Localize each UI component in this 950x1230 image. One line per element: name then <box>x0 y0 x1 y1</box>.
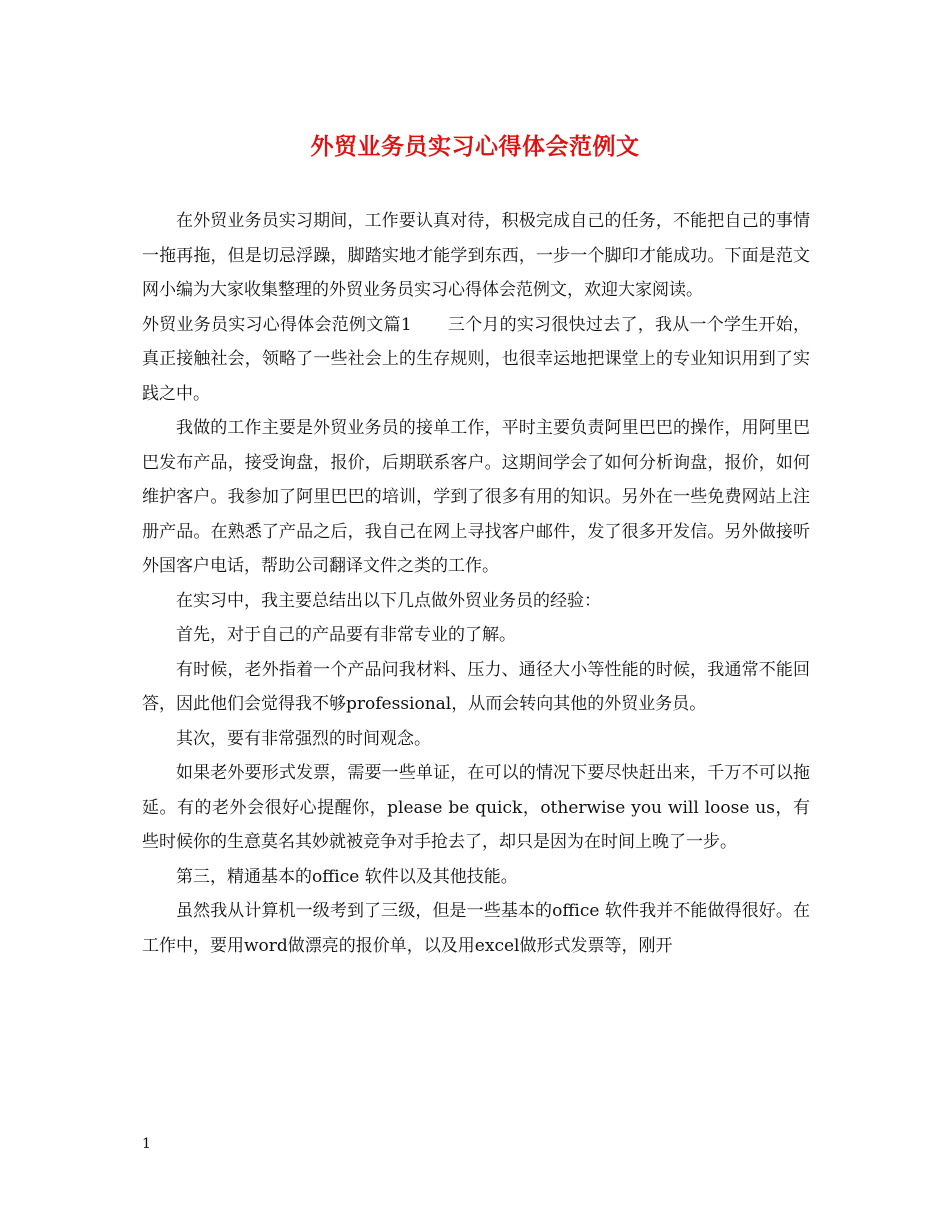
document-title: 外贸业务员实习心得体会范例文 <box>310 133 640 160</box>
document-body <box>142 204 810 963</box>
point-one-paragraph: 有时候，老外指着一个产品问我材料、压力、通径大小等性能的时候，我通常不能回答，因此他们会觉得我不够professional，从而会转向其他的外贸业务员。 <box>142 659 810 714</box>
point-two-paragraph: 如果老外要形式发票，需要一些单证，在可以的情况下要尽快赶出来，千万不可以拖延。有的老外会很好心提醒你，please be quick，otherwise you will loose us，有些时候你的生意莫名其妙就被竞争对手抢去了，却只是因为在时间上晚了一步。 <box>142 763 810 852</box>
point-three-heading: 第三，精通基本的office 软件以及其他技能。 <box>176 866 518 887</box>
section-heading: 外贸业务员实习心得体会范例文篇1 <box>142 314 412 335</box>
point-two-heading: 其次，要有非常强烈的时间观念。 <box>176 728 431 749</box>
work-description-paragraph: 我做的工作主要是外贸业务员的接单工作，平时主要负责阿里巴巴的操作，用阿里巴巴发布产品，接受询盘，报价，后期联系客户。这期间学会了如何分析询盘，报价，如何维护客户。我参加了阿里巴巴的培训，学到了很多有用的知识。另外在一些免费网站上注册产品。在熟悉了产品之后，我自己在网上寻找客户邮件，发了很多开发信。另外做接听外国客户电话，帮助公司翻译文件之类的工作。 <box>142 418 810 576</box>
page-number: 1 <box>142 1136 151 1152</box>
point-one-heading: 首先，对于自己的产品要有非常专业的了解。 <box>176 625 516 645</box>
section-first-paragraph: 三个月的实习很快过去了，我从一个学生开始，真正接触社会，领略了一些社会上的生存规则，也很幸运地把课堂上的专业知识用到了实践之中。 <box>142 314 810 404</box>
intro-paragraph: 在外贸业务员实习期间，工作要认真对待，积极完成自己的任务，不能把自己的事情一拖再拖，但是切忌浮躁，脚踏实地才能学到东西，一步一个脚印才能成功。下面是范文网小编为大家收集整理的外贸业务员实习心得体会范例文，欢迎大家阅读。 <box>142 211 810 300</box>
experience-summary-paragraph: 在实习中，我主要总结出以下几点做外贸业务员的经验： <box>176 590 601 611</box>
section-heading-line <box>142 308 810 412</box>
point-three-paragraph: 虽然我从计算机一级考到了三级，但是一些基本的office 软件我并不能做得很好。在工作中，要用word做漂亮的报价单，以及用excel做形式发票等，刚开 <box>142 901 810 956</box>
